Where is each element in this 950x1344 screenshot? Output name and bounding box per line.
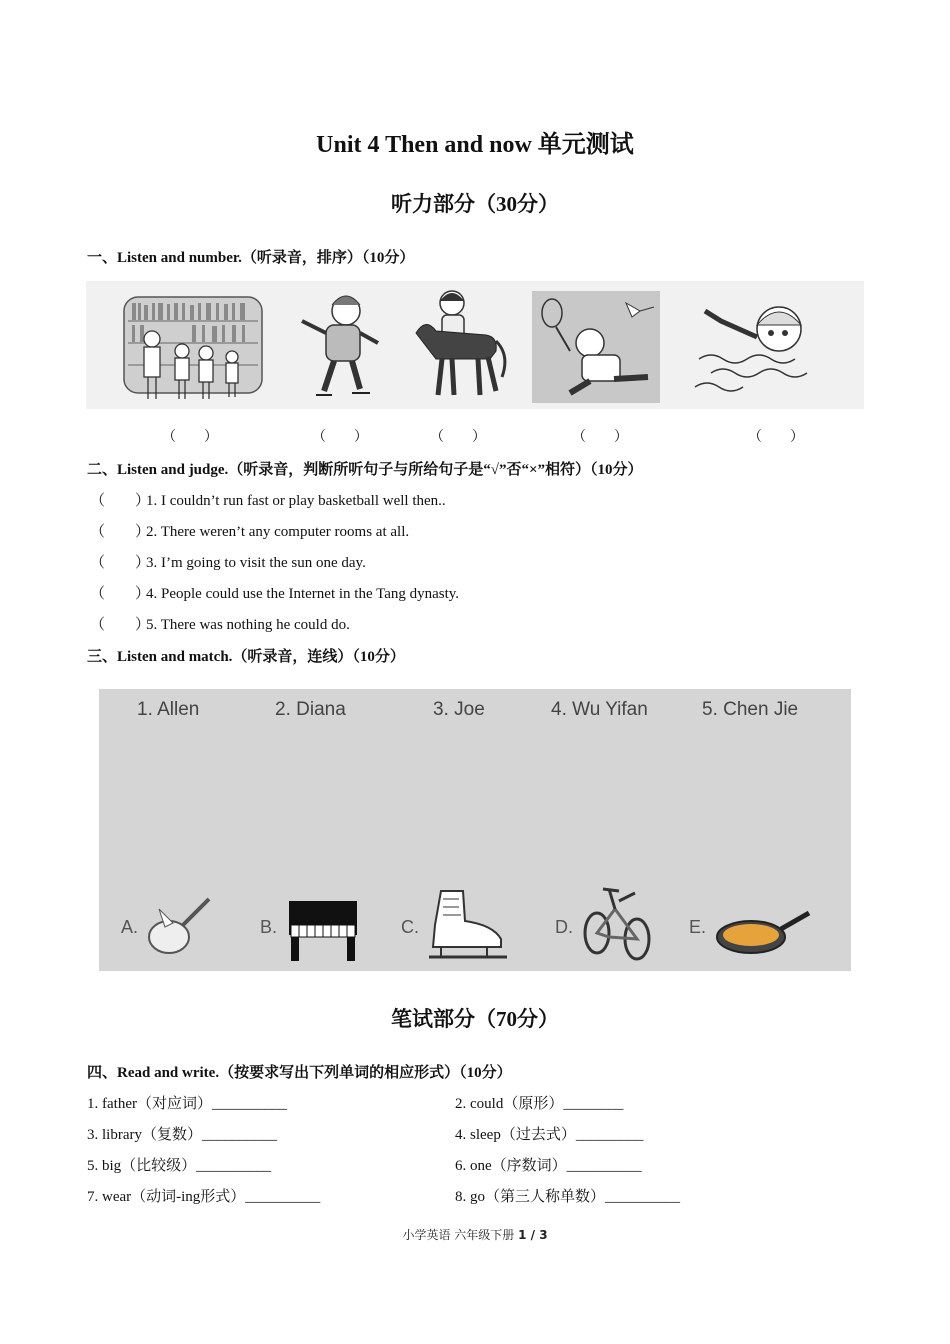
page-footer	[0, 1226, 950, 1243]
part1-picture-strip	[86, 281, 864, 409]
answer-blank[interactable]: （ ）	[312, 430, 368, 445]
horse-riding-image	[406, 281, 516, 409]
answer-blank[interactable]: （ ）	[90, 617, 151, 633]
ice-skating-image	[288, 281, 388, 409]
answer-blank[interactable]: （ ）	[748, 430, 804, 445]
part4-heading: 四、Read and write.（按要求写出下列单词的相应形式）（10分）	[87, 1065, 512, 1081]
word-item: 4. sleep（过去式）_________	[455, 1127, 644, 1143]
option-letter: E.	[689, 917, 707, 937]
judge-item	[90, 582, 459, 603]
badminton-icon	[143, 889, 223, 959]
judge-sentence: 1. I couldn’t run fast or play basketball well then..	[146, 493, 446, 509]
word-item: 7. wear（动词-ing形式）__________	[87, 1189, 321, 1205]
match-name: 5. Chen Jie	[702, 699, 799, 720]
part1-heading: 一、Listen and number.（听录音，排序）（10分）	[87, 250, 415, 266]
frying-pan-icon	[713, 905, 813, 965]
word-item: 2. could（原形）________	[455, 1096, 624, 1112]
written-section-title: 笔试部分（70分）	[391, 1007, 559, 1031]
answer-blank[interactable]: （ ）	[90, 555, 151, 571]
piano-icon	[285, 895, 365, 965]
option-letter: C.	[401, 917, 419, 937]
match-name: 1. Allen	[137, 699, 200, 720]
word-item: 1. father（对应词）__________	[87, 1096, 287, 1112]
answer-blank[interactable]: （ ）	[90, 493, 151, 509]
page-number: 1 / 3	[518, 1228, 548, 1242]
match-name: 2. Diana	[275, 699, 346, 720]
option-letter: D.	[555, 917, 573, 937]
bicycle-icon	[579, 879, 659, 963]
option-letter: B.	[260, 917, 278, 937]
part3-heading: 三、Listen and match.（听录音，连线）（10分）	[87, 649, 405, 665]
judge-item	[90, 613, 350, 634]
answer-blank[interactable]: （ ）	[90, 524, 151, 540]
listening-section-title: 听力部分（30分）	[391, 192, 559, 216]
page-title: Unit 4 Then and now 单元测试	[316, 132, 634, 158]
judge-item	[90, 489, 446, 510]
judge-sentence: 5. There was nothing he could do.	[146, 617, 350, 633]
part2-heading: 二、Listen and judge.（听录音，判断所听句子与所给句子是“√”否“×”相符）（10分）	[87, 462, 643, 478]
judge-item	[90, 551, 366, 572]
swimming-image	[691, 281, 821, 409]
match-name: 3. Joe	[433, 699, 485, 720]
word-item: 5. big（比较级）__________	[87, 1158, 272, 1174]
judge-item	[90, 520, 409, 541]
judge-sentence: 4. People could use the Internet in the Tang dynasty.	[146, 586, 460, 602]
footer-label: 小学英语 六年级下册	[402, 1228, 515, 1242]
badminton-image	[530, 281, 665, 409]
match-name: 4. Wu Yifan	[551, 699, 648, 720]
word-item: 3. library（复数）__________	[87, 1127, 277, 1143]
judge-sentence: 3. I’m going to visit the sun one day.	[146, 555, 366, 571]
library-scene-image	[122, 281, 267, 409]
answer-blank[interactable]: （ ）	[90, 586, 151, 602]
answer-blank[interactable]: （ ）	[430, 430, 486, 445]
match-picture	[99, 689, 851, 971]
part1-answer-blanks	[0, 426, 950, 446]
word-item: 6. one（序数词）__________	[455, 1158, 642, 1174]
ice-skate-icon	[423, 885, 513, 965]
answer-blank[interactable]: （ ）	[162, 430, 218, 445]
word-item: 8. go（第三人称单数）__________	[455, 1189, 681, 1205]
option-letter: A.	[121, 917, 139, 937]
answer-blank[interactable]: （ ）	[572, 430, 628, 445]
judge-sentence: 2. There weren’t any computer rooms at all.	[146, 524, 410, 540]
